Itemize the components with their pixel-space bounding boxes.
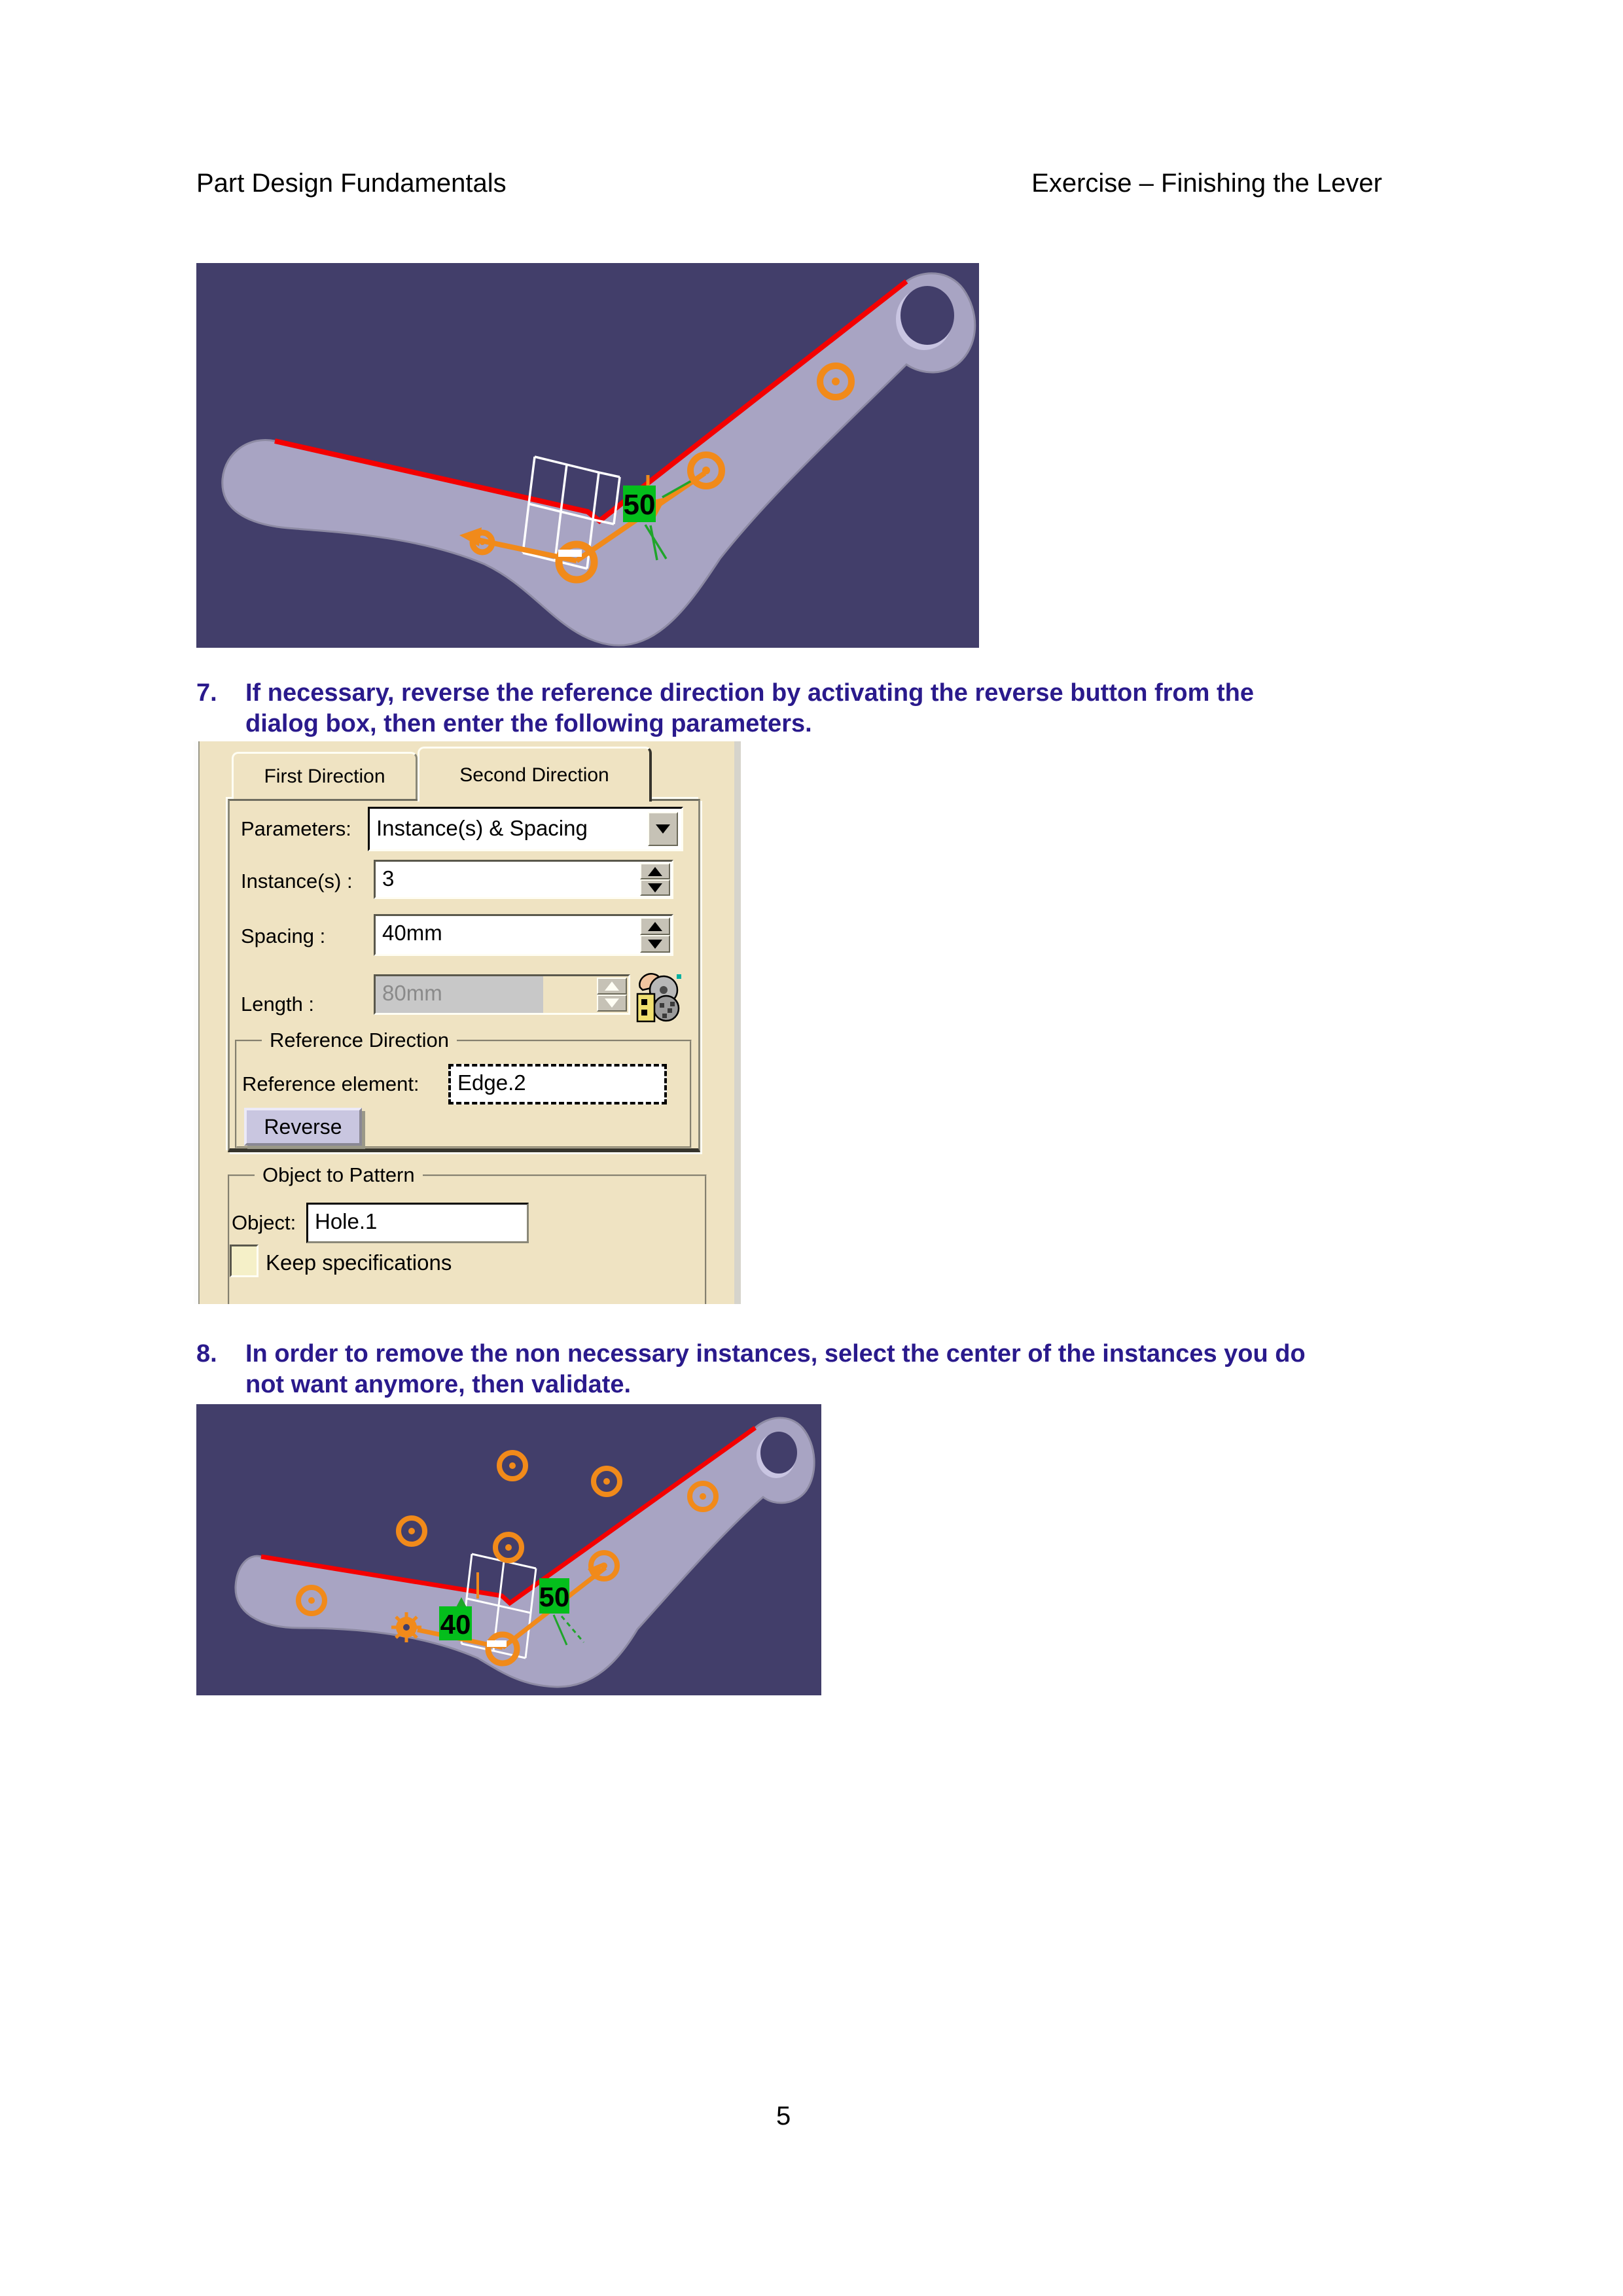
dialog-screenshot-right-edge: [734, 741, 741, 1304]
step-7-text-line-1: If necessary, reverse the reference direction by activating the reverse button from the: [245, 679, 1254, 707]
step-8-number: 8.: [196, 1340, 217, 1368]
header-right-title: Exercise – Finishing the Lever: [1031, 169, 1382, 198]
parameters-dropdown-value: Instance(s) & Spacing: [376, 816, 588, 840]
instances-field[interactable]: [374, 860, 673, 899]
parameters-label: Parameters:: [241, 817, 351, 840]
rectangular-pattern-dialog: [194, 741, 741, 1304]
step-8-text-line-1: In order to remove the non necessary instances, select the center of the instances you do: [245, 1340, 1306, 1368]
keep-specifications-checkbox[interactable]: [230, 1245, 259, 1277]
spin-up-icon[interactable]: [640, 917, 670, 935]
spin-down-icon[interactable]: [640, 879, 670, 896]
instances-label: Instance(s) :: [241, 870, 353, 892]
step-7-number: 7.: [196, 679, 217, 707]
reference-element-value: Edge.2: [457, 1070, 526, 1095]
instances-spinner[interactable]: [640, 863, 670, 896]
object-field[interactable]: [306, 1203, 529, 1243]
hole-instance-marker[interactable]: [473, 533, 492, 552]
object-to-pattern-title: Object to Pattern: [255, 1163, 423, 1187]
reference-element-field[interactable]: [448, 1064, 667, 1104]
spacing-field[interactable]: [374, 914, 673, 956]
tab-second-direction[interactable]: [418, 747, 652, 802]
lock-measure-icon[interactable]: [633, 970, 683, 1024]
length-value: 80mm: [382, 981, 442, 1005]
step-8-text-line-2: not want anymore, then validate.: [245, 1371, 632, 1398]
page-number: 5: [776, 2102, 791, 2130]
cad-viewport-figure-2: [196, 1404, 821, 1695]
reverse-button[interactable]: [244, 1108, 362, 1146]
spacing-value-flag[interactable]: [623, 486, 656, 522]
step-7-text-line-2: dialog box, then enter the following parameters.: [245, 710, 812, 737]
dialog-screenshot-left-edge: [194, 741, 200, 1304]
length-spinner-disabled: [597, 978, 627, 1012]
lever-ring-hole: [760, 1432, 797, 1474]
reference-element-label: Reference element:: [242, 1072, 419, 1095]
spacing-value: 40mm: [382, 921, 442, 945]
tab-first-direction-label: First Direction: [264, 765, 385, 787]
cad-viewport-figure-1: [196, 263, 979, 648]
header-left-title: Part Design Fundamentals: [196, 169, 507, 198]
spacing-value-flag-first[interactable]: [439, 1606, 472, 1640]
spin-up-icon[interactable]: [640, 863, 670, 879]
spacing-value-flag-second[interactable]: [539, 1578, 570, 1614]
spacing-label: Spacing :: [241, 925, 326, 947]
spin-down-icon: [597, 995, 627, 1012]
spacing-value-text: 40: [440, 1609, 471, 1640]
reference-direction-title: Reference Direction: [262, 1029, 457, 1052]
tab-first-direction[interactable]: [232, 752, 418, 799]
spin-down-icon[interactable]: [640, 935, 670, 953]
spin-up-icon: [597, 978, 627, 995]
length-field: [374, 974, 630, 1015]
parameters-dropdown[interactable]: [368, 807, 683, 851]
reverse-button-label: Reverse: [264, 1114, 342, 1139]
spacing-value-text: 50: [623, 489, 656, 521]
spacing-spinner[interactable]: [640, 917, 670, 953]
length-label: Length :: [241, 993, 315, 1016]
dropdown-arrow-icon[interactable]: [648, 812, 678, 846]
instances-value: 3: [382, 866, 395, 891]
keep-specifications-label: Keep specifications: [266, 1250, 452, 1275]
tab-second-direction-label: Second Direction: [459, 764, 609, 786]
lever-ring-hole: [901, 286, 954, 345]
object-label: Object:: [232, 1211, 296, 1234]
spacing-value-text: 50: [539, 1581, 570, 1612]
object-value: Hole.1: [315, 1209, 378, 1233]
